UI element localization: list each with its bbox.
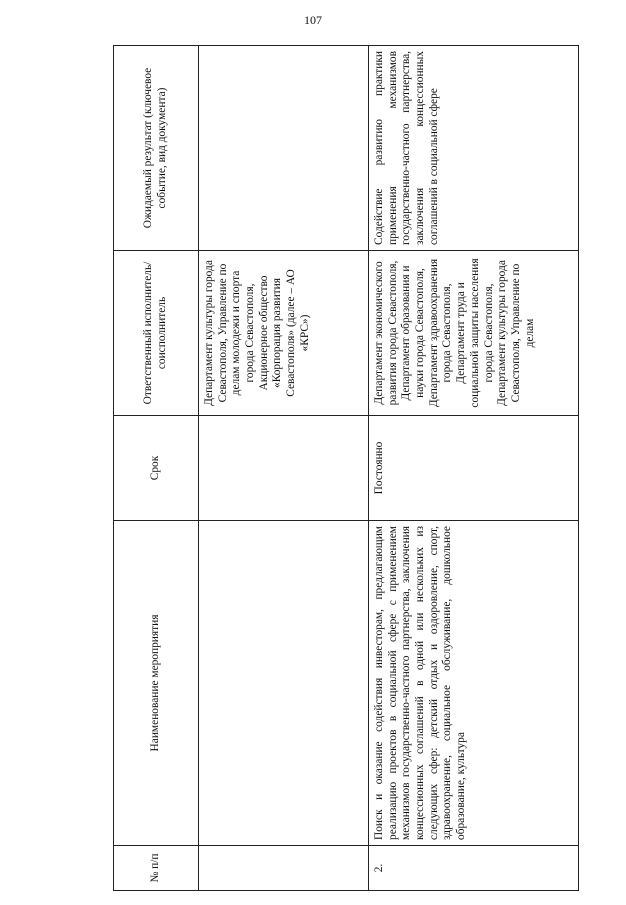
cell-term: Постоянно — [369, 416, 579, 521]
measures-table-container — [113, 46, 578, 891]
cell-num — [199, 846, 369, 891]
header-result: Ожидаемый результат (ключевое событие, вид документа) — [114, 46, 199, 251]
header-num: № п/п — [114, 846, 199, 891]
table-row — [199, 46, 369, 891]
measures-table — [113, 45, 579, 891]
cell-name: Поиск и оказание содействия инвесторам, предлагающим реализацию проектов в социальной сфере с применением механизмов государственно-частного партнерства, заключения концессионных соглашений в одной или нескольких из следующих сфер: детский отдых и оздоровление, спорт, здравоохранение, социальное обслуживание, дошкольное образование, культура — [369, 521, 579, 846]
cell-name — [199, 521, 369, 846]
cell-result — [199, 46, 369, 251]
page-number: 107 — [304, 13, 322, 27]
cell-result: Содействие развитию практики применения механизмов государственно-частного партнерства, заключения концессионных соглашений в социальной сфере — [369, 46, 579, 251]
cell-term — [199, 416, 369, 521]
table-header-row — [114, 46, 199, 891]
header-executor: Ответственный исполнитель/ соисполнитель — [114, 251, 199, 416]
cell-executor: Департамент культуры города Севастополя, Управление по делам молодежи и спорта города Севастополя, Акционерное общество «Корпорация развития Севастополя» (далее – АО «КРС») — [199, 251, 369, 416]
cell-num: 2. — [369, 846, 579, 891]
table-row — [369, 46, 579, 891]
header-name: Наименование мероприятия — [114, 521, 199, 846]
header-term: Срок — [114, 416, 199, 521]
cell-executor: Департамент экономического развития города Севастополя, Департамент образования и науки города Севастополя, Департамент здравоохранения города Севастополя, Департамент труда и социальной защиты населения города Севастополя, Департамент культуры города Севастополя, Управление по делам — [369, 251, 579, 416]
